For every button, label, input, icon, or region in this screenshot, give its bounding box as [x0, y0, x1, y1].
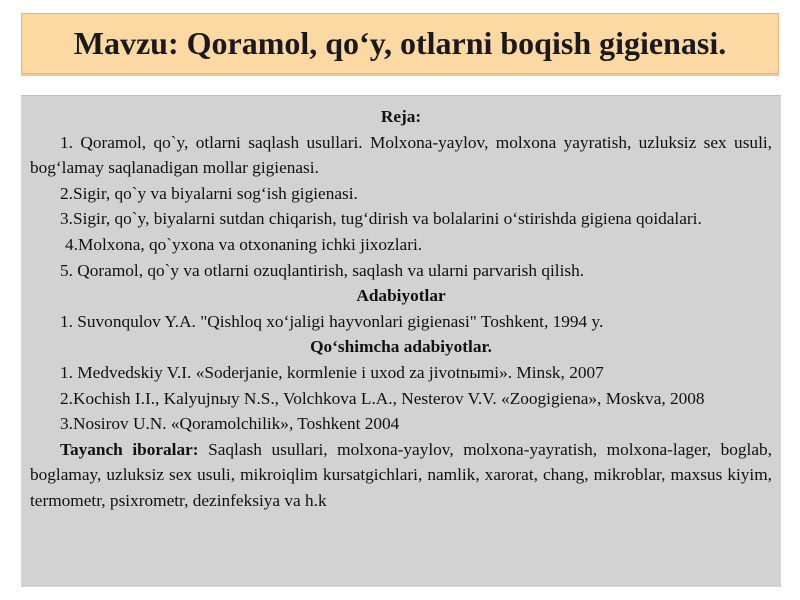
plan-item: 1. Qoramol, qo`y, otlarni saqlash usullari. Molxona-yaylov, molxona yayratish, uzluksiz sex usuli, bog‘lamay saqlanadigan mollar gigienasi. [30, 132, 772, 178]
plan-item: 5. Qoramol, qo`y va otlarni ozuqlantirish, saqlash va ularni parvarish qilish. [60, 260, 585, 280]
plan-heading: Reja: [380, 107, 422, 126]
additional-literature-item: 1. Medvedskiy V.I. «Soderjanie, kormlenie i uxod za jivotnыmi». Minsk, 2007 [60, 362, 604, 382]
content-panel [21, 95, 781, 587]
slide-title: Mavzu: Qoramol, qo‘y, otlarni boqish gigienasi. [73, 25, 727, 61]
key-terms [30, 437, 772, 514]
additional-literature-item: 3.Nosirov U.N. «Qoramolchilik», Toshkent 2004 [60, 414, 400, 434]
additional-literature-heading: Qo‘shimcha adabiyotlar. [310, 337, 492, 357]
plan-item: 4.Molxona, qo`yxona va otxonaning ichki jixozlari. [65, 234, 423, 254]
plan-item: 3.Sigir, qo`y, biyalarni sutdan chiqarish, tug‘dirish va bolalarini o‘stirishda gigiena qoidalari. [60, 209, 702, 229]
literature-heading: Adabiyotlar [356, 286, 446, 306]
literature-item: 1. Suvonqulov Y.A. "Qishloq xo‘jaligi hayvonlari gigienasi" Toshkent, 1994 y. [60, 311, 604, 331]
key-terms-text: Saqlash usullari, molxona-yaylov, molxona-yayratish, molxona-lager, boglab, boglamay, uzluksiz sex usuli, mikroiqlim kursatgichlari, namlik, xarorat, chang, mikroblar, maxsus kiyim, termometr, psixrometr, dezinfeksiya va h.k [30, 439, 772, 510]
key-terms-label: Tayanch iboralar: [60, 439, 199, 459]
title-banner [21, 13, 779, 74]
plan-item: 2.Sigir, qo`y va biyalarni sog‘ish gigienasi. [60, 183, 358, 203]
additional-literature-item: 2.Kochish I.I., Kalyujnыy N.S., Volchkova L.A., Nesterov V.V. «Zoogigiena», Moskva, 2008 [60, 388, 705, 408]
